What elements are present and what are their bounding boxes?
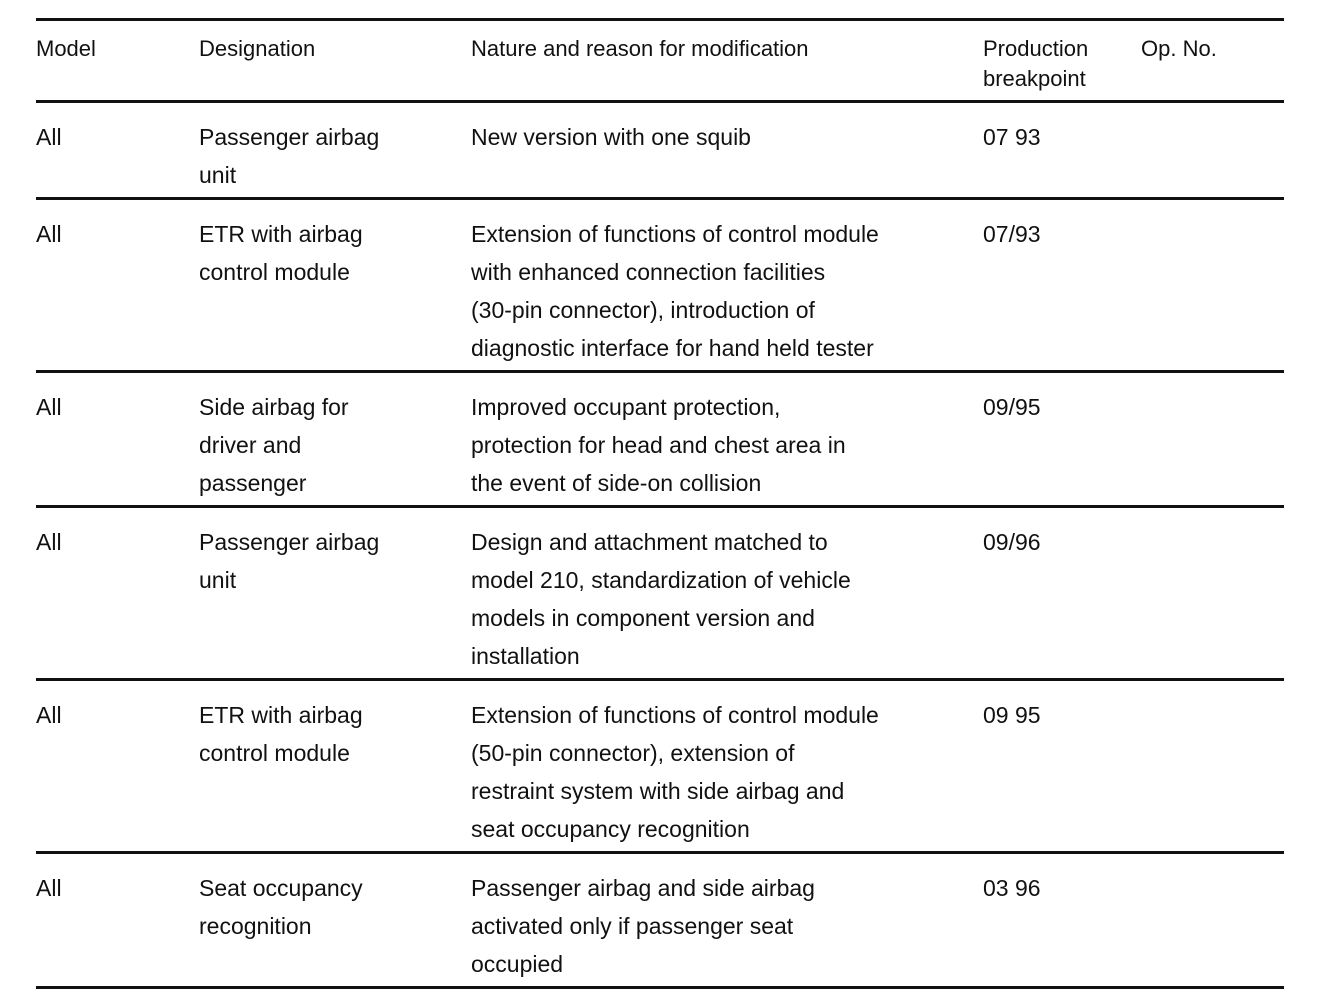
- table-row: [36, 372, 1284, 507]
- cell-op-no: [1141, 853, 1284, 988]
- cell-nature: Extension of functions of control module with enhanced connection facilities (30-pin connector), introduction of diagnostic interface for hand held tester: [471, 221, 879, 361]
- cell-designation: Passenger airbag unit: [199, 124, 380, 188]
- cell-production: 07/93: [983, 221, 1041, 247]
- table-row: [36, 853, 1284, 988]
- cell-designation: Passenger airbag unit: [199, 529, 380, 593]
- cell-model: All: [36, 529, 62, 555]
- cell-op-no: [1141, 199, 1284, 372]
- cell-designation: ETR with airbag control module: [199, 221, 363, 285]
- table-row: [36, 507, 1284, 680]
- cell-nature: Passenger airbag and side airbag activated only if passenger seat occupied: [471, 875, 815, 977]
- cell-nature: Design and attachment matched to model 210, standardization of vehicle models in component version and installation: [471, 529, 851, 669]
- header-production-breakpoint: Production breakpoint: [983, 36, 1089, 91]
- header-designation: Designation: [199, 36, 316, 61]
- header-op-no: Op. No.: [1141, 36, 1217, 61]
- cell-nature: Improved occupant protection, protection for head and chest area in the event of side-on collision: [471, 394, 846, 496]
- cell-nature: Extension of functions of control module (50-pin connector), extension of restraint system with side airbag and seat occupancy recognition: [471, 702, 879, 842]
- cell-model: All: [36, 221, 62, 247]
- table-row: [36, 680, 1284, 853]
- cell-production: 09 95: [983, 702, 1041, 728]
- modification-document: [36, 18, 1284, 989]
- table-header-row: [36, 20, 1284, 102]
- cell-model: All: [36, 702, 62, 728]
- cell-designation: Seat occupancy recognition: [199, 875, 363, 939]
- modification-table: [36, 18, 1284, 989]
- cell-nature: New version with one squib: [471, 124, 751, 150]
- cell-designation: Side airbag for driver and passenger: [199, 394, 349, 496]
- cell-op-no: [1141, 507, 1284, 680]
- cell-model: All: [36, 394, 62, 420]
- cell-production: 03 96: [983, 875, 1041, 901]
- header-model: Model: [36, 36, 96, 61]
- cell-production: 07 93: [983, 124, 1041, 150]
- cell-op-no: [1141, 680, 1284, 853]
- cell-op-no: [1141, 372, 1284, 507]
- cell-production: 09/95: [983, 394, 1041, 420]
- cell-designation: ETR with airbag control module: [199, 702, 363, 766]
- cell-op-no: [1141, 102, 1284, 199]
- table-row: [36, 199, 1284, 372]
- cell-production: 09/96: [983, 529, 1041, 555]
- table-row: [36, 102, 1284, 199]
- cell-model: All: [36, 875, 62, 901]
- header-nature: Nature and reason for modification: [471, 36, 809, 61]
- cell-model: All: [36, 124, 62, 150]
